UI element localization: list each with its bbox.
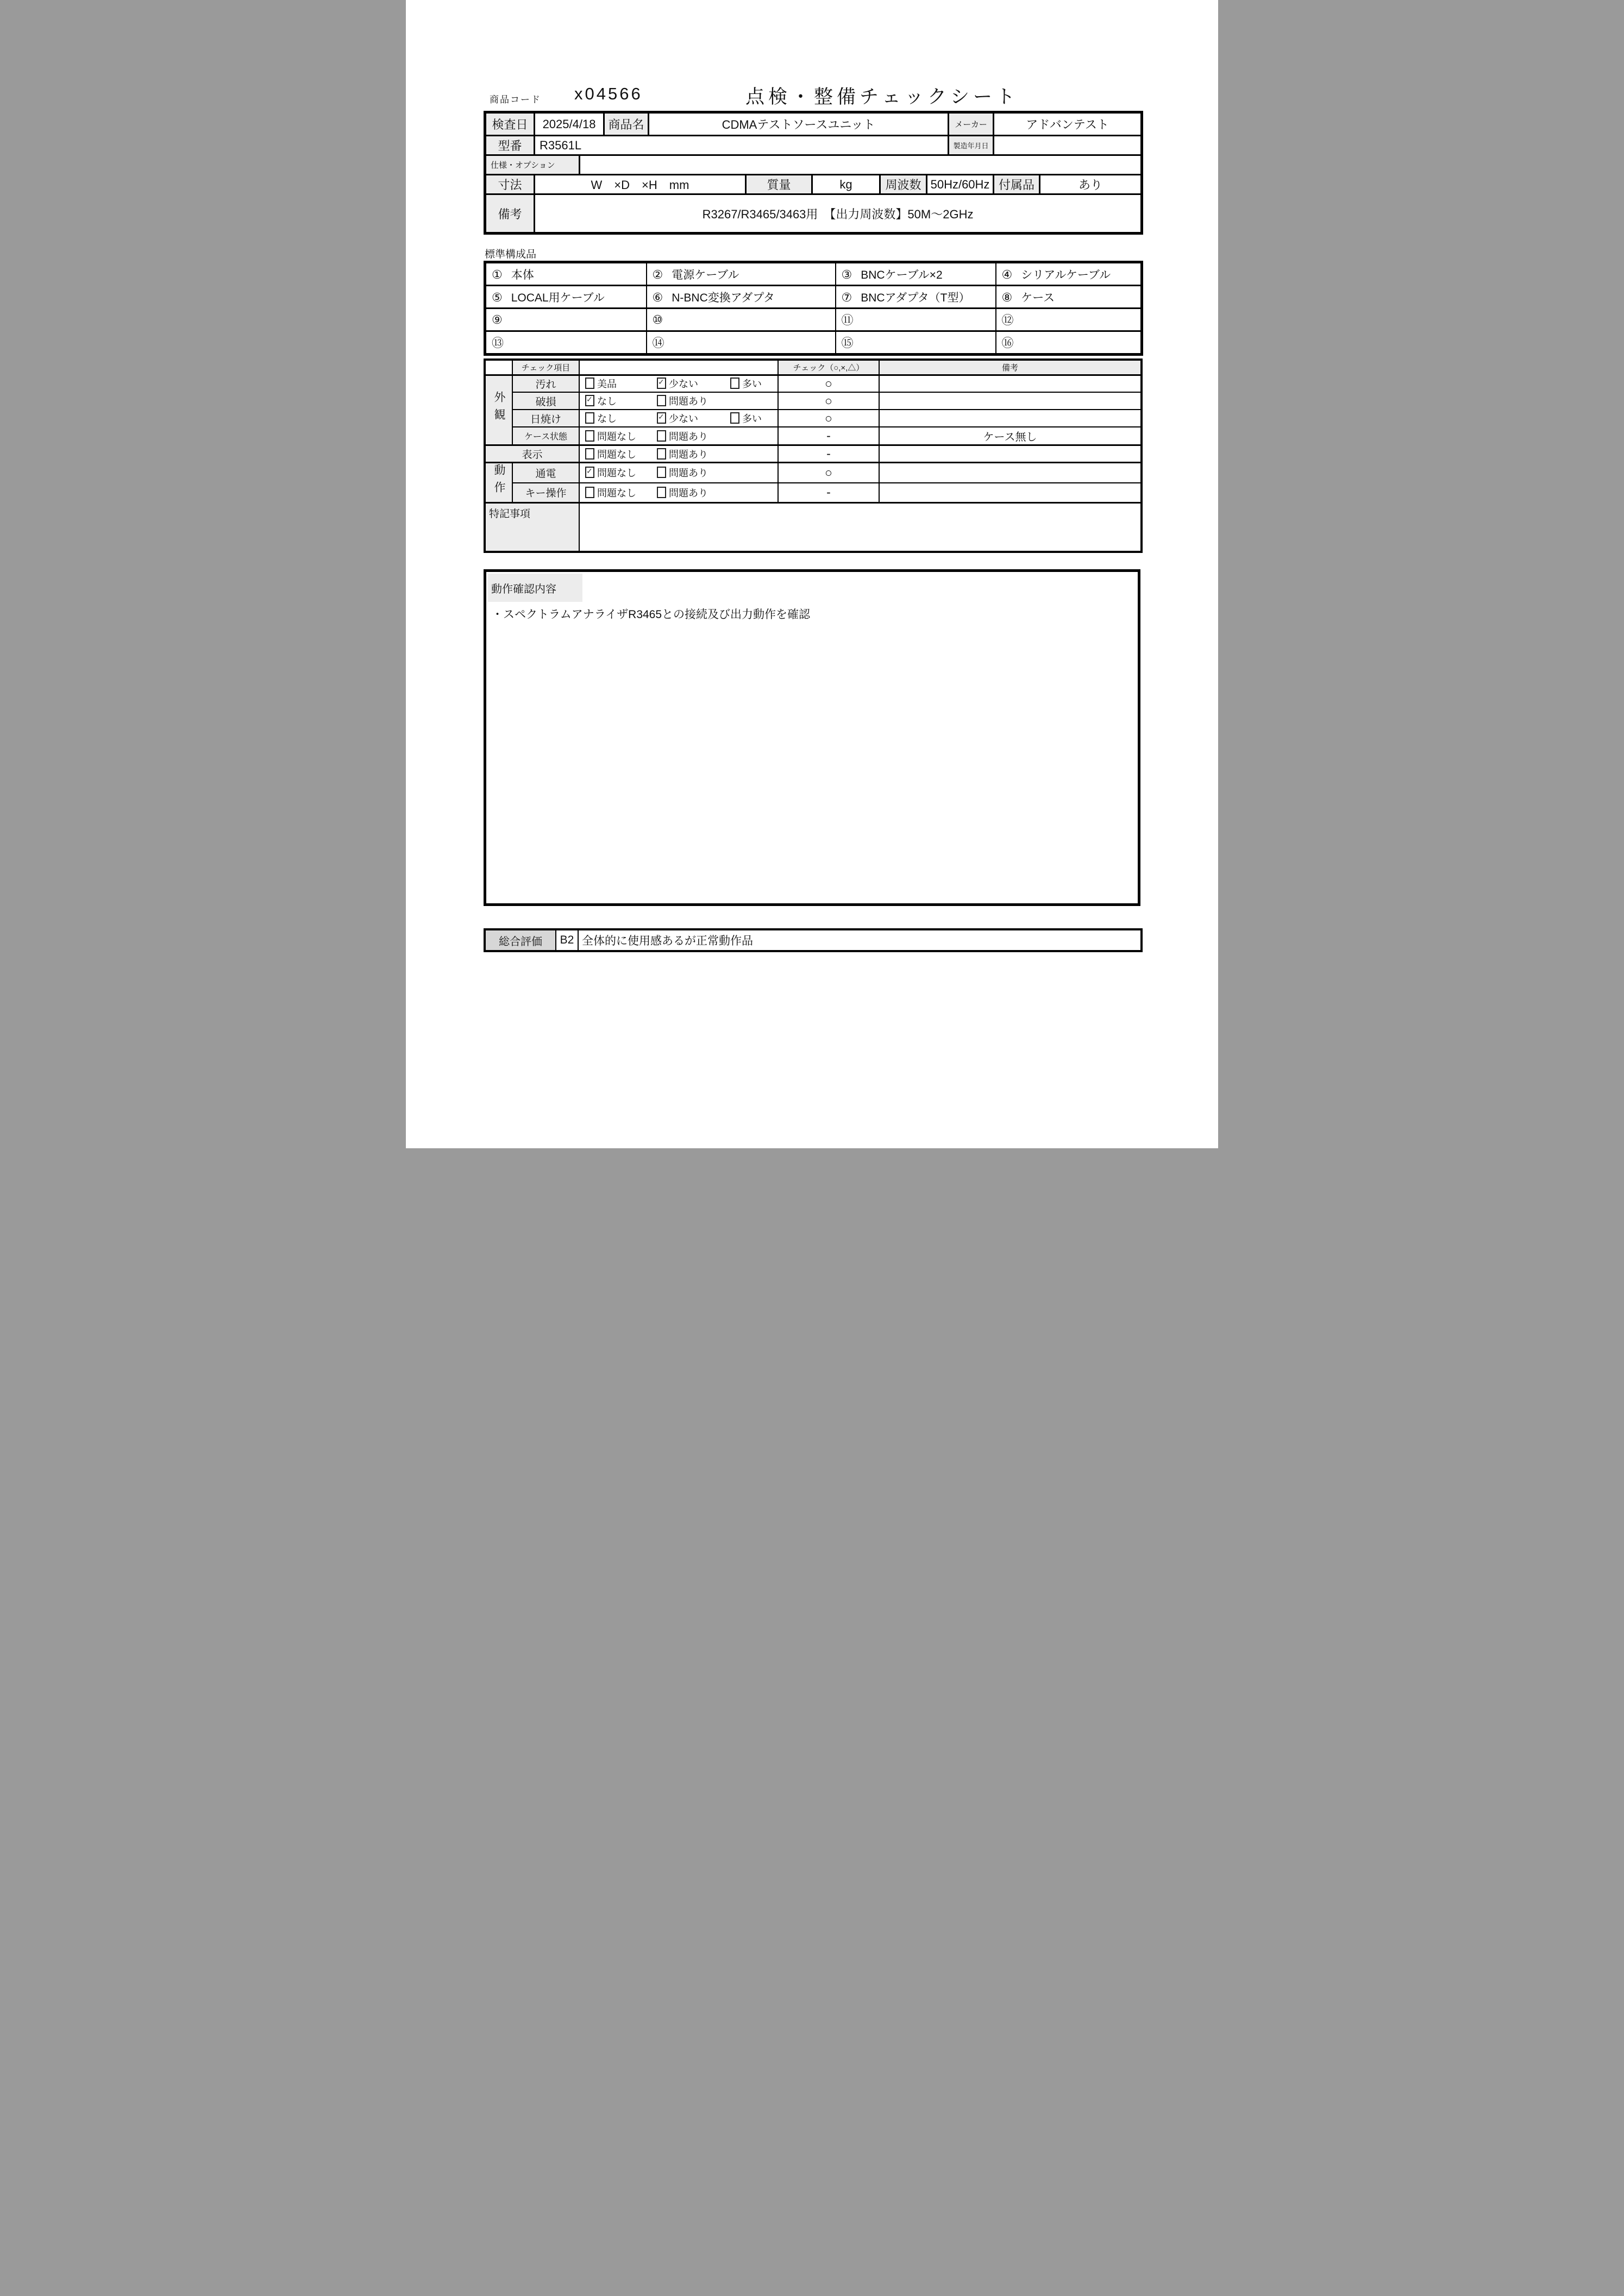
check-mark-header: チェック（○,×,△）	[778, 360, 879, 375]
inspection-date-label: 検査日	[485, 112, 535, 136]
group-operation-label: 動作	[485, 463, 512, 503]
overall-rating-grade: B2	[556, 929, 578, 951]
checkbox-icon	[730, 412, 739, 424]
group-appearance-label: 外観	[485, 375, 512, 445]
checkbox-icon	[585, 395, 594, 406]
check-row-case	[485, 427, 1142, 445]
circled-number: ⑭	[652, 336, 664, 350]
check-item-label: 汚れ	[512, 375, 579, 392]
special-notes-value	[579, 503, 1142, 552]
weight-value: kg	[812, 175, 880, 194]
circled-number: ⑬	[492, 336, 504, 350]
circled-number: ②	[652, 267, 663, 281]
check-mark-icon: ✓	[586, 395, 593, 404]
checkbox-option: 美品	[585, 376, 657, 391]
components-row	[485, 262, 1142, 286]
component-cell	[485, 262, 647, 286]
check-table-header	[485, 360, 1142, 375]
component-cell	[647, 262, 836, 286]
checkbox-option: 問題なし	[585, 486, 657, 500]
check-item-label: キー操作	[512, 483, 579, 503]
check-row-sunburn	[485, 410, 1142, 427]
component-name: 電源ケーブル	[672, 268, 739, 281]
operation-check-line: ・スペクトラムアナライザR3465との接続及び出力動作を確認	[492, 608, 811, 621]
checkbox-icon	[585, 448, 594, 460]
check-options	[579, 375, 778, 392]
circled-number: ⑥	[652, 290, 663, 304]
checkbox-option: なし	[585, 411, 657, 425]
product-name-label: 商品名	[604, 112, 649, 136]
overall-rating-label: 総合評価	[485, 929, 556, 951]
component-cell	[836, 309, 996, 331]
checkbox-option: 多い	[730, 411, 762, 425]
weight-label: 質量	[746, 175, 812, 194]
check-result: -	[778, 483, 879, 503]
overall-rating-row	[485, 929, 1142, 951]
checkbox-option: ✓ 少ない	[658, 378, 698, 390]
check-result: ○	[778, 392, 879, 410]
check-sheet-page	[406, 0, 1218, 1148]
remarks-label: 備考	[485, 194, 535, 234]
checkbox-icon	[657, 412, 666, 424]
check-options	[579, 392, 778, 410]
page-title: 点検・整備チェックシート	[745, 86, 1019, 108]
components-row	[485, 286, 1142, 309]
special-notes-label: 特記事項	[485, 503, 579, 552]
component-cell	[836, 331, 996, 355]
info-row-3	[485, 155, 1142, 175]
info-row-2	[485, 136, 1142, 155]
component-cell	[996, 286, 1142, 309]
checkbox-icon	[657, 448, 666, 460]
circled-number: ⑩	[652, 312, 663, 326]
check-remarks	[879, 483, 1142, 503]
remarks-value: R3267/R3465/3463用 【出力周波数】50M～2GHz	[535, 194, 1142, 234]
check-remarks	[879, 463, 1142, 483]
frequency-label: 周波数	[880, 175, 927, 194]
check-options	[579, 445, 778, 463]
checkbox-option: 問題あり	[657, 429, 730, 443]
checkbox-icon	[585, 467, 594, 478]
check-remarks: ケース無し	[879, 427, 1142, 445]
mfg-date-value	[994, 136, 1142, 155]
component-cell	[836, 286, 996, 309]
doc-header	[406, 0, 1218, 111]
check-result: ○	[778, 463, 879, 483]
frequency-value: 50Hz/60Hz	[927, 175, 994, 194]
check-remarks	[879, 375, 1142, 392]
component-cell	[647, 309, 836, 331]
checkbox-option: 問題あり	[657, 466, 730, 480]
component-name: BNCアダプタ（T型）	[861, 291, 970, 304]
dimensions-label: 寸法	[485, 175, 535, 194]
checkbox-option: 問題なし	[585, 447, 657, 461]
checkbox-option: 問題なし	[585, 429, 657, 443]
checkbox-icon	[657, 467, 666, 478]
check-row-display	[485, 445, 1142, 463]
checkbox-icon	[657, 378, 666, 389]
checkbox-icon	[585, 378, 594, 389]
checkbox-icon	[730, 378, 739, 389]
component-cell	[836, 262, 996, 286]
check-result: ○	[778, 410, 879, 427]
checkbox-option: ✓ なし	[586, 395, 617, 407]
info-row-1	[485, 112, 1142, 136]
check-mark-icon: ✓	[658, 412, 664, 421]
component-name: N-BNC変換アダプタ	[672, 291, 775, 304]
checkbox-option: 問題あり	[657, 486, 730, 500]
check-row-keys	[485, 483, 1142, 503]
checkbox-option: 問題あり	[657, 394, 730, 408]
check-item-label: 日焼け	[512, 410, 579, 427]
checkbox-option: ✓ 少ない	[658, 412, 698, 424]
check-remarks-header: 備考	[879, 360, 1142, 375]
header-empty-cell	[485, 360, 512, 375]
check-remarks	[879, 392, 1142, 410]
info-row-5	[485, 194, 1142, 234]
check-row-dirt	[485, 375, 1142, 392]
checkbox-icon	[657, 487, 666, 498]
header-empty-cell	[579, 360, 778, 375]
checkbox-option: 問題あり	[657, 447, 730, 461]
checkbox-icon	[585, 487, 594, 498]
operation-check-box	[484, 569, 1140, 906]
spec-option-label: 仕様・オプション	[485, 155, 580, 175]
checkbox-option: ✓ 問題なし	[586, 467, 636, 479]
model-value: R3561L	[535, 136, 949, 155]
inspection-date-value: 2025/4/18	[535, 112, 604, 136]
component-name: 本体	[511, 268, 534, 281]
maker-label: メーカー	[949, 112, 994, 136]
special-notes-row	[485, 503, 1142, 552]
component-cell	[996, 309, 1142, 331]
model-label: 型番	[485, 136, 535, 155]
mfg-date-label: 製造年月日	[949, 136, 994, 155]
component-cell	[485, 286, 647, 309]
dimensions-value: W ×D ×H mm	[535, 175, 746, 194]
components-row	[485, 331, 1142, 355]
circled-number: ⑪	[841, 313, 854, 327]
check-table	[484, 358, 1143, 553]
standard-components-table	[484, 261, 1143, 356]
check-item-header: チェック項目	[512, 360, 579, 375]
overall-rating-comment: 全体的に使用感あるが正常動作品	[578, 929, 1142, 951]
circled-number: ③	[841, 267, 852, 281]
check-mark-icon: ✓	[586, 467, 593, 476]
component-name: ケース	[1021, 291, 1055, 304]
check-result: -	[778, 427, 879, 445]
operation-check-label: 動作確認内容	[488, 574, 582, 602]
info-table	[484, 111, 1143, 235]
checkbox-icon	[657, 430, 666, 442]
check-item-label: 表示	[485, 445, 579, 463]
overall-rating-table	[484, 928, 1143, 952]
checkbox-icon	[585, 430, 594, 442]
check-row-damage	[485, 392, 1142, 410]
component-cell	[647, 331, 836, 355]
circled-number: ⑯	[1001, 336, 1014, 350]
maker-value: アドバンテスト	[994, 112, 1142, 136]
check-mark-icon: ✓	[658, 378, 664, 387]
components-row	[485, 309, 1142, 331]
component-cell	[485, 331, 647, 355]
check-remarks	[879, 410, 1142, 427]
circled-number: ⑨	[492, 312, 503, 326]
check-options	[579, 427, 778, 445]
check-options	[579, 410, 778, 427]
circled-number: ⑧	[1001, 290, 1013, 304]
check-options	[579, 483, 778, 503]
accessories-value: あり	[1040, 175, 1142, 194]
circled-number: ⑮	[841, 336, 854, 350]
check-item-label: ケース状態	[512, 427, 579, 445]
circled-number: ①	[492, 267, 503, 281]
check-remarks	[879, 445, 1142, 463]
circled-number: ④	[1001, 267, 1013, 281]
circled-number: ⑤	[492, 290, 503, 304]
info-row-4	[485, 175, 1142, 194]
circled-number: ⑫	[1001, 313, 1014, 327]
check-row-power	[485, 463, 1142, 483]
component-cell	[996, 331, 1142, 355]
check-result: ○	[778, 375, 879, 392]
component-name: BNCケーブル×2	[861, 268, 943, 281]
check-result: -	[778, 445, 879, 463]
checkbox-icon	[657, 395, 666, 406]
component-cell	[996, 262, 1142, 286]
product-code-label: 商品コード	[490, 95, 541, 105]
check-item-label: 破損	[512, 392, 579, 410]
component-name: LOCAL用ケーブル	[511, 291, 605, 304]
component-cell	[647, 286, 836, 309]
product-code-value: x04566	[574, 84, 643, 103]
component-cell	[485, 309, 647, 331]
check-options	[579, 463, 778, 483]
component-name: シリアルケーブル	[1021, 268, 1111, 281]
spec-option-value	[580, 155, 1142, 175]
checkbox-icon	[585, 412, 594, 424]
check-item-label: 通電	[512, 463, 579, 483]
standard-components-title: 標準構成品	[485, 249, 537, 260]
product-name-value: CDMAテストソースユニット	[649, 112, 949, 136]
checkbox-option: 多い	[730, 376, 762, 391]
circled-number: ⑦	[841, 290, 852, 304]
accessories-label: 付属品	[994, 175, 1040, 194]
